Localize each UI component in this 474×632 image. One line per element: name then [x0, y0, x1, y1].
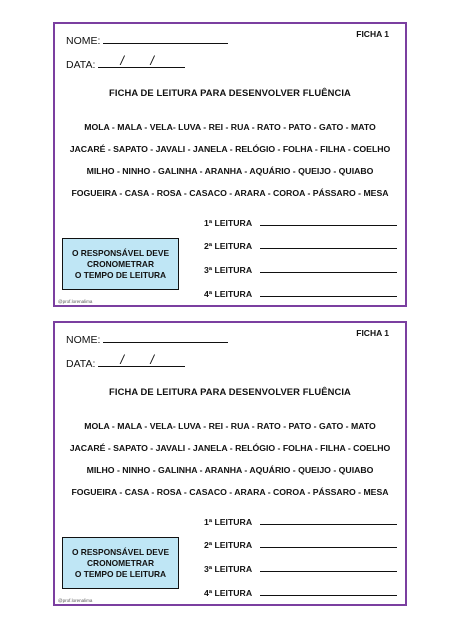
instruction-line: O TEMPO DE LEITURA [74, 269, 167, 280]
word-line: JACARÉ - SAPATO - JAVALI - JANELA - RELÓGIO - FOLHA - FILHA - COELHO [69, 443, 391, 453]
reading-label: 1ª LEITURA [204, 218, 253, 228]
reading-label: 3ª LEITURA [204, 564, 253, 574]
word-line: MILHO - NINHO - GALINHA - ARANHA - AQUÁRIO - QUEIJO - QUIABO [86, 465, 374, 475]
name-field[interactable] [103, 332, 228, 343]
date-label: DATA: [66, 59, 96, 71]
reading-time-field[interactable] [260, 564, 397, 572]
instruction-line: O RESPONSÁVEL DEVE [71, 247, 170, 258]
reading-time-field[interactable] [260, 218, 397, 226]
reading-row [204, 218, 397, 228]
date-field[interactable] [98, 53, 185, 68]
instruction-box [62, 537, 179, 589]
instruction-box [62, 238, 179, 290]
date-row [66, 352, 185, 370]
reading-card-1 [53, 22, 407, 307]
name-label: NOME: [66, 334, 101, 346]
instruction-line: O RESPONSÁVEL DEVE [71, 546, 170, 557]
word-line: MOLA - MALA - VELA- LUVA - REI - RUA - RATO - PATO - GATO - MATO [84, 421, 376, 431]
date-separator: / [150, 53, 154, 68]
reading-label: 3ª LEITURA [204, 265, 253, 275]
ficha-label: FICHA 1 [356, 29, 389, 39]
date-separator: / [150, 352, 154, 367]
reading-time-field[interactable] [260, 241, 397, 249]
word-line: MILHO - NINHO - GALINHA - ARANHA - AQUÁRIO - QUEIJO - QUIABO [86, 166, 374, 176]
date-separator: / [120, 352, 124, 367]
reading-time-field[interactable] [260, 540, 397, 548]
reading-row [204, 564, 397, 574]
reading-row [204, 517, 397, 527]
reading-row [204, 265, 397, 275]
reading-label: 2ª LEITURA [204, 241, 253, 251]
sheet-title: FICHA DE LEITURA PARA DESENVOLVER FLUÊNCIA [109, 386, 351, 397]
reading-row [204, 241, 397, 251]
reading-label: 2ª LEITURA [204, 540, 253, 550]
date-row [66, 53, 185, 71]
reading-row [204, 588, 397, 598]
instruction-line: CRONOMETRAR [87, 258, 154, 269]
instruction-line: O TEMPO DE LEITURA [74, 568, 167, 579]
name-row [66, 33, 228, 47]
sheet-title: FICHA DE LEITURA PARA DESENVOLVER FLUÊNCIA [109, 87, 351, 98]
reading-time-field[interactable] [260, 265, 397, 273]
reading-row [204, 540, 397, 550]
ficha-label: FICHA 1 [356, 328, 389, 338]
author-credit: @prof.lorenalima [58, 598, 93, 603]
name-row [66, 332, 228, 346]
reading-label: 1ª LEITURA [204, 517, 253, 527]
word-line: JACARÉ - SAPATO - JAVALI - JANELA - RELÓGIO - FOLHA - FILHA - COELHO [69, 144, 391, 154]
reading-label: 4ª LEITURA [204, 588, 253, 598]
word-line: FOGUEIRA - CASA - ROSA - CASACO - ARARA - COROA - PÁSSARO - MESA [71, 487, 389, 497]
reading-time-field[interactable] [260, 517, 397, 525]
reading-card-2 [53, 321, 407, 606]
word-line: MOLA - MALA - VELA- LUVA - REI - RUA - RATO - PATO - GATO - MATO [84, 122, 376, 132]
author-credit: @prof.lorenalima [58, 299, 93, 304]
reading-label: 4ª LEITURA [204, 289, 253, 299]
date-separator: / [120, 53, 124, 68]
name-label: NOME: [66, 35, 101, 47]
date-label: DATA: [66, 358, 96, 370]
instruction-line: CRONOMETRAR [87, 557, 154, 568]
reading-row [204, 289, 397, 299]
reading-time-field[interactable] [260, 588, 397, 596]
date-field[interactable] [98, 352, 185, 367]
reading-time-field[interactable] [260, 289, 397, 297]
name-field[interactable] [103, 33, 228, 44]
word-line: FOGUEIRA - CASA - ROSA - CASACO - ARARA - COROA - PÁSSARO - MESA [71, 188, 389, 198]
